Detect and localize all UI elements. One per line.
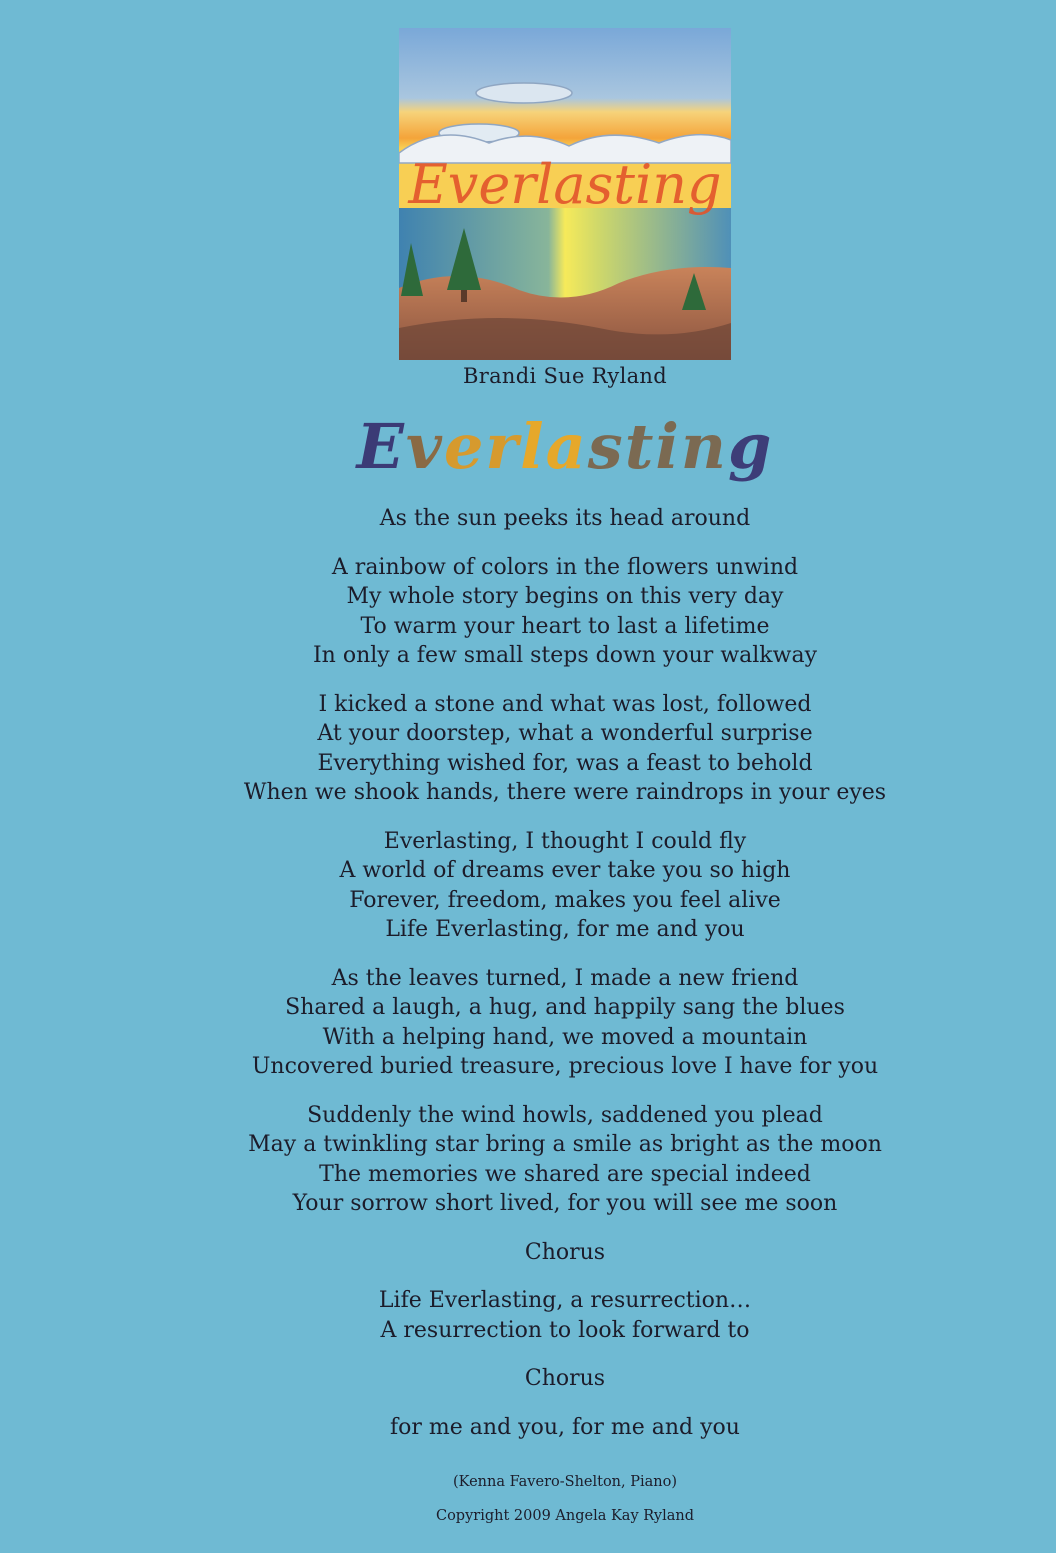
lyric-line: Everlasting, I thought I could fly <box>383 828 747 854</box>
lyric-line: As the leaves turned, I made a new friend <box>331 965 799 991</box>
copyright-notice: Copyright 2009 Angela Kay Ryland <box>435 1508 695 1524</box>
song-title <box>0 410 1056 483</box>
lyric-line: I kicked a stone and what was lost, followed <box>318 691 812 717</box>
lyric-stanza <box>0 1101 1056 1219</box>
lyric-line: At your doorstep, what a wonderful surprise <box>317 721 813 746</box>
lyric-line: Chorus <box>524 1366 606 1391</box>
title-part: la <box>520 410 588 483</box>
lyric-line: Forever, freedom, makes you feel alive <box>349 887 781 913</box>
lyric-line: A rainbow of colors in the flowers unwind <box>331 554 799 580</box>
lyric-line: Uncovered buried treasure, precious love I have for you <box>251 1054 879 1079</box>
title-part: E <box>356 410 406 483</box>
title-part: stin <box>587 410 728 483</box>
lyrics <box>0 504 1056 1461</box>
lyric-line: To warm your heart to last a lifetime <box>360 613 770 639</box>
title-part: er <box>443 410 521 483</box>
lyric-stanza <box>0 504 1056 534</box>
lyric-stanza <box>0 1286 1056 1345</box>
cover-title-text: Everlasting <box>408 153 722 216</box>
lyric-stanza <box>0 964 1056 1082</box>
lyric-line: May a twinkling star bring a smile as bright as the moon <box>248 1132 882 1157</box>
title-part: g <box>727 410 774 483</box>
lyric-line: Everything wished for, was a feast to behold <box>317 750 813 776</box>
lyric-stanza <box>0 827 1056 945</box>
lyric-line: With a helping hand, we moved a mountain <box>322 1024 808 1050</box>
lyric-line: Chorus <box>524 1239 606 1265</box>
lyric-line: for me and you, for me and you <box>390 1414 740 1440</box>
lyric-line: As the sun peeks its head around <box>379 506 751 531</box>
lyric-line: The memories we shared are special indeed <box>319 1161 811 1187</box>
lyric-line: A world of dreams ever take you so high <box>339 858 791 883</box>
artist-name: Brandi Sue Ryland <box>463 364 667 388</box>
lyric-stanza <box>0 553 1056 671</box>
lyric-stanza <box>0 690 1056 808</box>
piano-credit: (Kenna Favero-Shelton, Piano) <box>452 1474 678 1490</box>
lyric-line: Life Everlasting, for me and you <box>385 917 745 942</box>
lyric-stanza <box>0 1413 1056 1443</box>
lyric-line: A resurrection to look forward to <box>380 1317 750 1343</box>
lyric-line: Life Everlasting, a resurrection… <box>378 1288 752 1313</box>
lyric-line: Suddenly the wind howls, saddened you plead <box>307 1102 823 1128</box>
lyric-line: When we shook hands, there were raindrops in your eyes <box>243 780 887 805</box>
album-cover-art <box>399 28 731 360</box>
lyric-line: Shared a laugh, a hug, and happily sang the blues <box>285 995 845 1020</box>
lyric-stanza <box>0 1364 1056 1394</box>
lyric-line: My whole story begins on this very day <box>346 584 784 609</box>
lyric-line: In only a few small steps down your walkway <box>312 643 818 668</box>
lyric-stanza <box>0 1238 1056 1268</box>
lyric-line: Your sorrow short lived, for you will see me soon <box>292 1191 838 1216</box>
title-part: v <box>405 410 444 483</box>
